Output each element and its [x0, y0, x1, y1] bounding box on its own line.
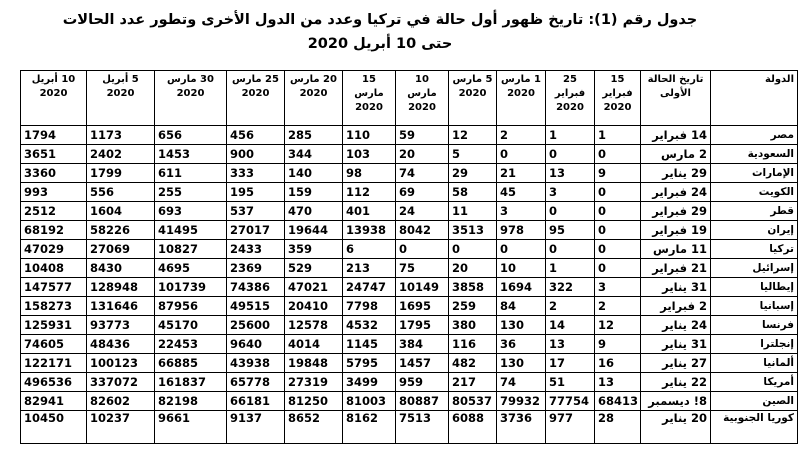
case-count-cell: 13 — [595, 373, 641, 392]
case-count-cell: 10149 — [396, 278, 449, 297]
case-count-cell: 337072 — [87, 373, 155, 392]
case-count-cell: 112 — [343, 183, 396, 202]
column-header-label: 15 مارس 2020 — [354, 74, 384, 113]
table-row — [21, 126, 798, 145]
country-cell: إنجلترا — [711, 335, 798, 354]
case-count-cell: 58 — [449, 183, 497, 202]
case-count-cell: 74 — [396, 164, 449, 183]
case-count-cell: 8162 — [343, 411, 396, 444]
case-count-cell: 80887 — [396, 392, 449, 411]
table-body — [21, 126, 798, 444]
column-header-label: 10 مارس 2020 — [407, 74, 437, 113]
case-count-cell: 116 — [449, 335, 497, 354]
case-count-cell: 25600 — [227, 316, 285, 335]
case-count-cell: 41495 — [155, 221, 227, 240]
case-count-cell: 75 — [396, 259, 449, 278]
table-row — [21, 335, 798, 354]
case-count-cell: 47029 — [21, 240, 87, 259]
case-count-cell: 84 — [497, 297, 546, 316]
table-row — [21, 240, 798, 259]
case-count-cell: 978 — [497, 221, 546, 240]
case-count-cell: 1695 — [396, 297, 449, 316]
case-count-cell: 131646 — [87, 297, 155, 316]
column-header — [87, 71, 155, 126]
case-count-cell: 322 — [546, 278, 595, 297]
case-count-cell: 456 — [227, 126, 285, 145]
column-header-label: 15 فبراير 2020 — [602, 74, 633, 113]
caption-line-1: جدول رقم (1): تاريخ ظهور أول حالة في تركيا وعدد من الدول الأخرى وتطور عدد الحالات — [62, 12, 698, 28]
case-count-cell: 103 — [343, 145, 396, 164]
case-count-cell: 7798 — [343, 297, 396, 316]
case-count-cell: 2369 — [227, 259, 285, 278]
case-count-cell: 1457 — [396, 354, 449, 373]
country-cell: ألمانيا — [711, 354, 798, 373]
column-header-label: 1 مارس 2020 — [501, 74, 541, 99]
case-count-cell: 74605 — [21, 335, 87, 354]
case-count-cell: 16 — [595, 354, 641, 373]
case-count-cell: 0 — [595, 145, 641, 164]
case-count-cell: 3360 — [21, 164, 87, 183]
case-count-cell: 20 — [396, 145, 449, 164]
case-count-cell: 556 — [87, 183, 155, 202]
case-count-cell: 45 — [497, 183, 546, 202]
case-count-cell: 1795 — [396, 316, 449, 335]
case-count-cell: 66885 — [155, 354, 227, 373]
case-count-cell: 19644 — [285, 221, 343, 240]
table-row — [21, 297, 798, 316]
column-header — [546, 71, 595, 126]
table-row — [21, 411, 798, 444]
column-header-label: 25 فبراير 2020 — [554, 74, 586, 113]
case-count-cell: 77754 — [546, 392, 595, 411]
country-cell: إسرائيل — [711, 259, 798, 278]
case-count-cell: 24 — [396, 202, 449, 221]
case-count-cell: 12 — [449, 126, 497, 145]
case-count-cell: 27017 — [227, 221, 285, 240]
table-row — [21, 392, 798, 411]
first-case-date-cell: 2 فبراير — [641, 297, 711, 316]
case-count-cell: 81250 — [285, 392, 343, 411]
case-count-cell: 47021 — [285, 278, 343, 297]
first-case-date-cell: 20 يناير — [641, 411, 711, 444]
case-count-cell: 255 — [155, 183, 227, 202]
country-cell: الصين — [711, 392, 798, 411]
case-count-cell: 130 — [497, 316, 546, 335]
first-case-date-cell: 29 فبراير — [641, 202, 711, 221]
case-count-cell: 21 — [497, 164, 546, 183]
case-count-cell: 68192 — [21, 221, 87, 240]
country-cell: أمريكا — [711, 373, 798, 392]
table-row — [21, 164, 798, 183]
case-count-cell: 27319 — [285, 373, 343, 392]
case-count-cell: 0 — [595, 183, 641, 202]
column-header-label: 5 مارس 2020 — [452, 74, 493, 99]
column-header — [595, 71, 641, 126]
case-count-cell: 0 — [497, 240, 546, 259]
case-count-cell: 49515 — [227, 297, 285, 316]
case-count-cell: 36 — [497, 335, 546, 354]
column-header — [396, 71, 449, 126]
case-count-cell: 213 — [343, 259, 396, 278]
column-header-label: 25 مارس 2020 — [232, 74, 279, 99]
case-count-cell: 0 — [546, 202, 595, 221]
country-cell: الكويت — [711, 183, 798, 202]
case-count-cell: 10237 — [87, 411, 155, 444]
case-count-cell: 82198 — [155, 392, 227, 411]
first-case-date-cell: 22 يناير — [641, 373, 711, 392]
case-count-cell: 285 — [285, 126, 343, 145]
country-cell: فرنسا — [711, 316, 798, 335]
column-header-label: الدولة — [765, 74, 794, 85]
first-case-date-cell: 31 يناير — [641, 335, 711, 354]
case-count-cell: 611 — [155, 164, 227, 183]
case-count-cell: 2433 — [227, 240, 285, 259]
case-count-cell: 110 — [343, 126, 396, 145]
case-count-cell: 5 — [449, 145, 497, 164]
case-count-cell: 69 — [396, 183, 449, 202]
country-cell: السعودية — [711, 145, 798, 164]
case-count-cell: 14 — [546, 316, 595, 335]
case-count-cell: 28 — [595, 411, 641, 444]
case-count-cell: 3736 — [497, 411, 546, 444]
case-count-cell: 9 — [595, 335, 641, 354]
case-count-cell: 0 — [396, 240, 449, 259]
case-count-cell: 82602 — [87, 392, 155, 411]
case-count-cell: 122171 — [21, 354, 87, 373]
case-count-cell: 8652 — [285, 411, 343, 444]
country-cell: مصر — [711, 126, 798, 145]
case-count-cell: 68413 — [595, 392, 641, 411]
column-header-label: 10 أبريل 2020 — [31, 74, 76, 99]
case-count-cell: 147577 — [21, 278, 87, 297]
country-cell: الإمارات — [711, 164, 798, 183]
table-header-row — [21, 71, 798, 126]
table-row — [21, 316, 798, 335]
case-count-cell: 10450 — [21, 411, 87, 444]
column-header-label: تاريخ الحالة الأولى — [647, 74, 704, 99]
table-row — [21, 221, 798, 240]
case-count-cell: 7513 — [396, 411, 449, 444]
case-count-cell: 900 — [227, 145, 285, 164]
column-header — [227, 71, 285, 126]
column-header — [449, 71, 497, 126]
case-count-cell: 9137 — [227, 411, 285, 444]
case-count-cell: 1604 — [87, 202, 155, 221]
case-count-cell: 58226 — [87, 221, 155, 240]
country-cell: إيران — [711, 221, 798, 240]
country-cell: قطر — [711, 202, 798, 221]
case-count-cell: 158273 — [21, 297, 87, 316]
case-count-cell: 130 — [497, 354, 546, 373]
case-count-cell: 4695 — [155, 259, 227, 278]
first-case-date-cell: 31 يناير — [641, 278, 711, 297]
first-case-date-cell: 14 فبراير — [641, 126, 711, 145]
case-count-cell: 79932 — [497, 392, 546, 411]
column-header-label: 20 مارس 2020 — [290, 74, 337, 99]
case-count-cell: 0 — [497, 145, 546, 164]
case-count-cell: 87956 — [155, 297, 227, 316]
case-count-cell: 27069 — [87, 240, 155, 259]
first-case-date-cell: 21 فبراير — [641, 259, 711, 278]
case-count-cell: 2 — [546, 297, 595, 316]
case-count-cell: 380 — [449, 316, 497, 335]
table-row — [21, 278, 798, 297]
case-count-cell: 29 — [449, 164, 497, 183]
case-count-cell: 6 — [343, 240, 396, 259]
column-header — [155, 71, 227, 126]
case-count-cell: 977 — [546, 411, 595, 444]
case-count-cell: 0 — [595, 202, 641, 221]
case-count-cell: 993 — [21, 183, 87, 202]
case-count-cell: 1145 — [343, 335, 396, 354]
case-count-cell: 529 — [285, 259, 343, 278]
case-count-cell: 4014 — [285, 335, 343, 354]
table-row — [21, 183, 798, 202]
case-count-cell: 693 — [155, 202, 227, 221]
case-count-cell: 3 — [497, 202, 546, 221]
case-count-cell: 74386 — [227, 278, 285, 297]
case-count-cell: 140 — [285, 164, 343, 183]
case-count-cell: 1 — [595, 126, 641, 145]
case-count-cell: 1173 — [87, 126, 155, 145]
case-count-cell: 95 — [546, 221, 595, 240]
case-count-cell: 13938 — [343, 221, 396, 240]
case-count-cell: 125931 — [21, 316, 87, 335]
column-header-label: 5 أبريل 2020 — [102, 74, 139, 99]
case-count-cell: 0 — [546, 145, 595, 164]
case-count-cell: 161837 — [155, 373, 227, 392]
case-count-cell: 128948 — [87, 278, 155, 297]
case-count-cell: 496536 — [21, 373, 87, 392]
table-row — [21, 354, 798, 373]
case-count-cell: 9661 — [155, 411, 227, 444]
case-count-cell: 9 — [595, 164, 641, 183]
case-count-cell: 3651 — [21, 145, 87, 164]
cases-table — [20, 70, 798, 444]
case-count-cell: 482 — [449, 354, 497, 373]
first-case-date-cell: 27 يناير — [641, 354, 711, 373]
case-count-cell: 13 — [546, 335, 595, 354]
case-count-cell: 19848 — [285, 354, 343, 373]
country-cell: كوريا الجنوبية — [711, 411, 798, 444]
case-count-cell: 195 — [227, 183, 285, 202]
caption-line-2: حتى 10 أبريل 2020 — [307, 36, 453, 52]
case-count-cell: 1799 — [87, 164, 155, 183]
case-count-cell: 20410 — [285, 297, 343, 316]
case-count-cell: 48436 — [87, 335, 155, 354]
case-count-cell: 2 — [497, 126, 546, 145]
case-count-cell: 8430 — [87, 259, 155, 278]
column-header — [21, 71, 87, 126]
case-count-cell: 4532 — [343, 316, 396, 335]
case-count-cell: 2 — [595, 297, 641, 316]
case-count-cell: 59 — [396, 126, 449, 145]
case-count-cell: 81003 — [343, 392, 396, 411]
case-count-cell: 333 — [227, 164, 285, 183]
case-count-cell: 22453 — [155, 335, 227, 354]
table-row — [21, 202, 798, 221]
case-count-cell: 9640 — [227, 335, 285, 354]
case-count-cell: 470 — [285, 202, 343, 221]
case-count-cell: 51 — [546, 373, 595, 392]
case-count-cell: 82941 — [21, 392, 87, 411]
case-count-cell: 10827 — [155, 240, 227, 259]
first-case-date-cell: 19 فبراير — [641, 221, 711, 240]
table-caption — [0, 0, 760, 56]
case-count-cell: 159 — [285, 183, 343, 202]
case-count-cell: 2402 — [87, 145, 155, 164]
column-header — [711, 71, 798, 126]
case-count-cell: 0 — [595, 221, 641, 240]
case-count-cell: 0 — [595, 259, 641, 278]
case-count-cell: 12578 — [285, 316, 343, 335]
case-count-cell: 1 — [546, 126, 595, 145]
table-row — [21, 259, 798, 278]
case-count-cell: 1794 — [21, 126, 87, 145]
case-count-cell: 1694 — [497, 278, 546, 297]
case-count-cell: 66181 — [227, 392, 285, 411]
country-cell: إيطاليا — [711, 278, 798, 297]
case-count-cell: 17 — [546, 354, 595, 373]
case-count-cell: 359 — [285, 240, 343, 259]
first-case-date-cell: 2 مارس — [641, 145, 711, 164]
case-count-cell: 384 — [396, 335, 449, 354]
first-case-date-cell: 24 فبراير — [641, 183, 711, 202]
case-count-cell: 10 — [497, 259, 546, 278]
first-case-date-cell: 29 يناير — [641, 164, 711, 183]
case-count-cell: 8042 — [396, 221, 449, 240]
case-count-cell: 13 — [546, 164, 595, 183]
case-count-cell: 93773 — [87, 316, 155, 335]
case-count-cell: 11 — [449, 202, 497, 221]
column-header — [641, 71, 711, 126]
table-row — [21, 145, 798, 164]
column-header-label: 30 مارس 2020 — [167, 74, 214, 99]
case-count-cell: 1 — [546, 259, 595, 278]
case-count-cell: 344 — [285, 145, 343, 164]
first-case-date-cell: 24 يناير — [641, 316, 711, 335]
column-header — [497, 71, 546, 126]
country-cell: تركيا — [711, 240, 798, 259]
case-count-cell: 65778 — [227, 373, 285, 392]
case-count-cell: 3858 — [449, 278, 497, 297]
case-count-cell: 0 — [595, 240, 641, 259]
case-count-cell: 100123 — [87, 354, 155, 373]
case-count-cell: 217 — [449, 373, 497, 392]
case-count-cell: 3513 — [449, 221, 497, 240]
case-count-cell: 3 — [595, 278, 641, 297]
case-count-cell: 1453 — [155, 145, 227, 164]
case-count-cell: 20 — [449, 259, 497, 278]
case-count-cell: 3499 — [343, 373, 396, 392]
case-count-cell: 43938 — [227, 354, 285, 373]
case-count-cell: 959 — [396, 373, 449, 392]
case-count-cell: 24747 — [343, 278, 396, 297]
case-count-cell: 98 — [343, 164, 396, 183]
case-count-cell: 656 — [155, 126, 227, 145]
first-case-date-cell: 11 مارس — [641, 240, 711, 259]
case-count-cell: 3 — [546, 183, 595, 202]
first-case-date-cell: 8! ديسمبر — [641, 392, 711, 411]
column-header — [343, 71, 396, 126]
case-count-cell: 45170 — [155, 316, 227, 335]
case-count-cell: 401 — [343, 202, 396, 221]
case-count-cell: 10408 — [21, 259, 87, 278]
table-row — [21, 373, 798, 392]
case-count-cell: 12 — [595, 316, 641, 335]
case-count-cell: 6088 — [449, 411, 497, 444]
case-count-cell: 5795 — [343, 354, 396, 373]
case-count-cell: 2512 — [21, 202, 87, 221]
case-count-cell: 74 — [497, 373, 546, 392]
case-count-cell: 0 — [546, 240, 595, 259]
country-cell: إسبانيا — [711, 297, 798, 316]
case-count-cell: 80537 — [449, 392, 497, 411]
case-count-cell: 537 — [227, 202, 285, 221]
case-count-cell: 101739 — [155, 278, 227, 297]
case-count-cell: 259 — [449, 297, 497, 316]
case-count-cell: 0 — [449, 240, 497, 259]
column-header — [285, 71, 343, 126]
